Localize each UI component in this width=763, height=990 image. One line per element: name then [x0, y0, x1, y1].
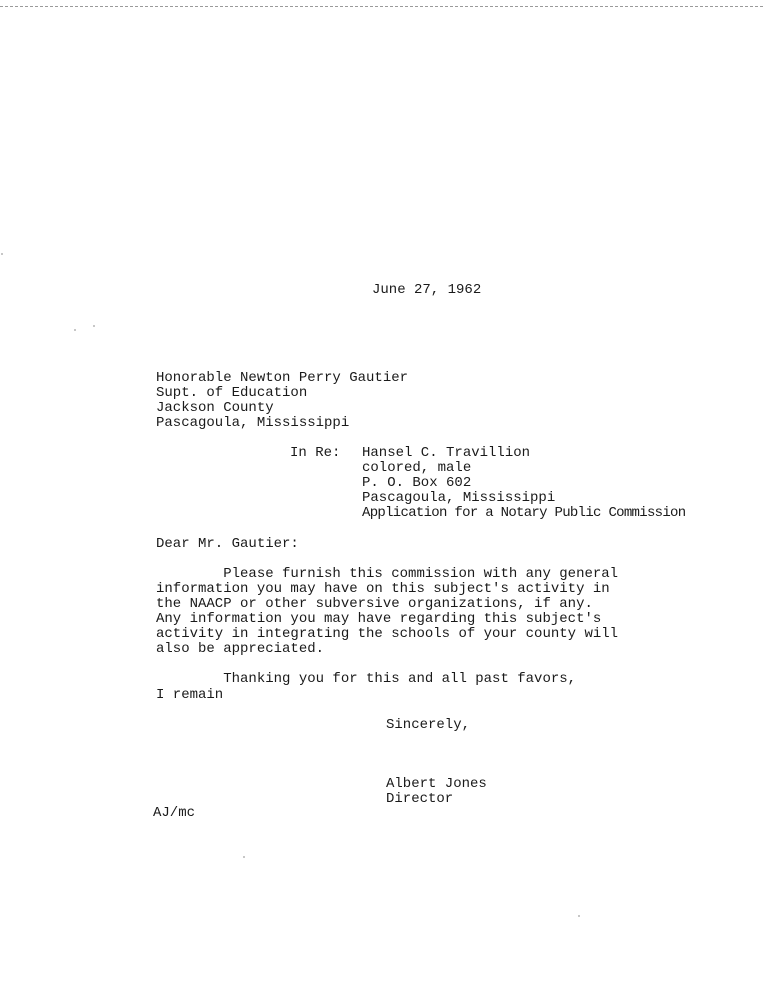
recipient-line: Supt. of Education	[156, 385, 308, 401]
recipient-line: Jackson County	[156, 400, 274, 416]
body-line: the NAACP or other subversive organizations, if any.	[156, 596, 593, 612]
signer-name: Albert Jones	[386, 776, 487, 792]
closing: Sincerely,	[386, 717, 471, 733]
body-line: I remain	[156, 687, 224, 703]
body-line: Please furnish this commission with any general	[156, 566, 619, 582]
recipient-line: Honorable Newton Perry Gautier	[156, 370, 409, 386]
scan-speck	[74, 329, 76, 331]
body-line: Thanking you for this and all past favors,	[156, 671, 577, 687]
body-line: information you may have on this subject's activity in	[156, 581, 610, 597]
body-line: also be appreciated.	[156, 641, 325, 657]
scan-speck	[93, 325, 95, 327]
salutation: Dear Mr. Gautier:	[156, 536, 299, 552]
in-re-line: P. O. Box 602	[362, 475, 472, 491]
in-re-label: In Re:	[290, 445, 341, 461]
body-line: Any information you may have regarding this subject's	[156, 611, 602, 627]
typist-initials: AJ/mc	[153, 805, 196, 821]
scan-speck	[1, 253, 3, 255]
body-line: activity in integrating the schools of your county will	[156, 626, 619, 642]
in-re-line: Application for a Notary Public Commission	[362, 505, 686, 521]
letter-date: June 27, 1962	[372, 282, 482, 298]
scan-speck	[243, 856, 245, 858]
in-re-line: Pascagoula, Mississippi	[362, 490, 556, 506]
in-re-line: colored, male	[362, 460, 472, 476]
in-re-line: Hansel C. Travillion	[362, 445, 531, 461]
page-top-edge	[0, 6, 763, 7]
recipient-line: Pascagoula, Mississippi	[156, 415, 350, 431]
signer-title: Director	[386, 791, 454, 807]
scan-speck	[578, 915, 580, 917]
